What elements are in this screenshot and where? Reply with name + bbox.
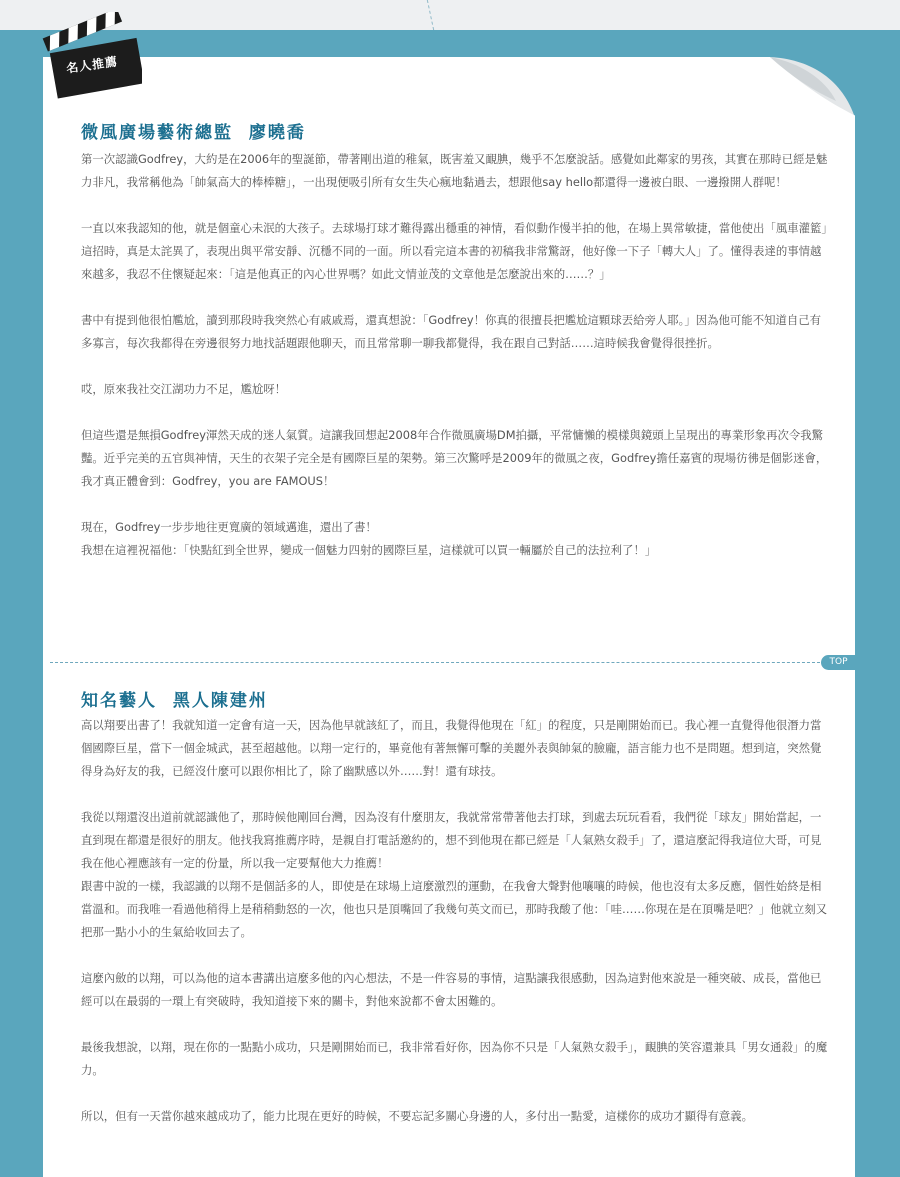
section-divider — [50, 662, 820, 663]
strip-divider-line — [427, 0, 435, 30]
section2-paragraph: 這麼內斂的以翔，可以為他的這本書講出這麼多他的內心想法，不是一件容易的事情，這點讓我很感動，因為這對他來說是一種突破、成長，當他已經可以在最弱的一環上有突破時，我知道接下來的關卡，對他來說都不會太困難的。 — [81, 971, 822, 1008]
section1-paragraph: 一直以來我認知的他，就是個童心未泯的大孩子。去球場打球才難得露出穩重的神情，看似動作慢半拍的他，在場上異常敏捷，當他使出「風車灌籃」這招時，真是太詫異了，表現出與平常安靜、沉穩不同的一面。所以看完這本書的初稿我非常驚訝，他好像一下子「轉大人」了。懂得表達的事情越來越多，我忍不住懷疑起來：「這是他真正的內心世界嗎？如此文情並茂的文章他是怎麼說出來的……？」 — [81, 221, 828, 281]
section2-paragraph: 高以翔要出書了！我就知道一定會有這一天，因為他早就該紅了，而且，我覺得他現在「紅」的程度，只是剛開始而已。我心裡一直覺得他很潛力當個國際巨星，當下一個金城武，甚至超越他。以翔一定行的，畢竟他有著無懈可擊的美麗外表與帥氣的臉龐，語言能力也不是問題。想到這，突然覺得身為好友的我，已經沒什麼可以跟你相比了，除了幽默感以外……對！還有球技。 — [81, 718, 822, 778]
section1-title: 微風廣場藝術總監 廖曉喬 — [81, 123, 306, 143]
section1-paragraph: 書中有提到他很怕尷尬，讀到那段時我突然心有戚戚焉，還真想說：「Godfrey！你真的很擅長把尷尬這顆球丟給旁人耶。」因為他可能不知道自己有多寡言，每次我都得在旁邊很努力地找話題跟他聊天，而且常常聊一聊我都覺得，我在跟自己對話……這時候我會覺得很挫折。 — [81, 313, 822, 350]
section1-paragraph: 第一次認識Godfrey，大約是在2006年的聖誕節，帶著剛出道的稚氣，既害羞又靦腆，幾乎不怎麼說話。感覺如此鄰家的男孩，其實在那時已經是魅力非凡，我常稱他為「帥氣高大的棒棒糖」，一出現便吸引所有女生失心瘋地黏過去，想跟他say hello都還得一邊被白眼、一邊撥開人群呢！ — [81, 152, 828, 189]
page-curl-icon — [770, 57, 860, 119]
section1-body — [81, 148, 831, 585]
section2-title: 知名藝人 黑人陳建州 — [81, 691, 268, 711]
section2-paragraph: 所以，但有一天當你越來越成功了，能力比現在更好的時候，不要忘記多關心身邊的人，多付出一點愛，這樣你的成功才顯得有意義。 — [81, 1109, 754, 1123]
section1-paragraph: 哎，原來我社交江湖功力不足，尷尬呀！ — [81, 382, 287, 396]
section2-paragraph: 最後我想說，以翔，現在你的一點點小成功，只是剛開始而已，我非常看好你，因為你不只是「人氣熟女殺手」，靦腆的笑容還兼具「男女通殺」的魔力。 — [81, 1040, 828, 1077]
section1-paragraph: 現在，Godfrey一步步地往更寬廣的領域邁進，還出了書！ 我想在這裡祝福他：「快點紅到全世界，變成一個魅力四射的國際巨星，這樣就可以買一輛屬於自己的法拉利了！」 — [81, 520, 657, 557]
badge-label: 名人推薦 — [65, 54, 119, 76]
section1-paragraph: 但這些還是無損Godfrey渾然天成的迷人氣質。這讓我回想起2008年合作微風廣場DM拍攝，平常慵懶的模樣與鏡頭上呈現出的專業形象再次令我驚豔。近乎完美的五官與神情，天生的衣架子完全是有國際巨星的架勢。第三次驚呼是2009年的微風之夜，Godfrey擔任嘉賓的現場彷彿是個影迷會，我才真正體會到：Godfrey，you are FAMOUS！ — [81, 428, 828, 488]
back-to-top-button[interactable]: TOP — [821, 655, 856, 670]
section2-paragraph: 我從以翔還沒出道前就認識他了，那時候他剛回台灣，因為沒有什麼朋友，我就常常帶著他去打球，到處去玩玩看看，我們從「球友」開始當起，一直到現在都還是很好的朋友。他找我寫推薦序時，是親自打電話邀約的，想不到他現在都已經是「人氣熟女殺手」了，還這麼記得我這位大哥，可見我在他心裡應該有一定的份量，所以我一定要幫他大力推薦！ 跟書中說的一樣，我認識的以翔不是個話多的人，即使是在球場上這麼激烈的運動，在我會大聲對他嚷嚷的時候，他也沒有太多反應，個性始終是相當溫和。而我唯一看過他稍得上是稍稍動怒的一次，他也只是頂嘴回了我幾句英文而已，那時我酸了他：「哇……你現在是在頂嘴是吧？」他就立刻又把那一點小小的生氣給收回去了。 — [81, 810, 828, 939]
section2-body — [81, 714, 831, 1151]
